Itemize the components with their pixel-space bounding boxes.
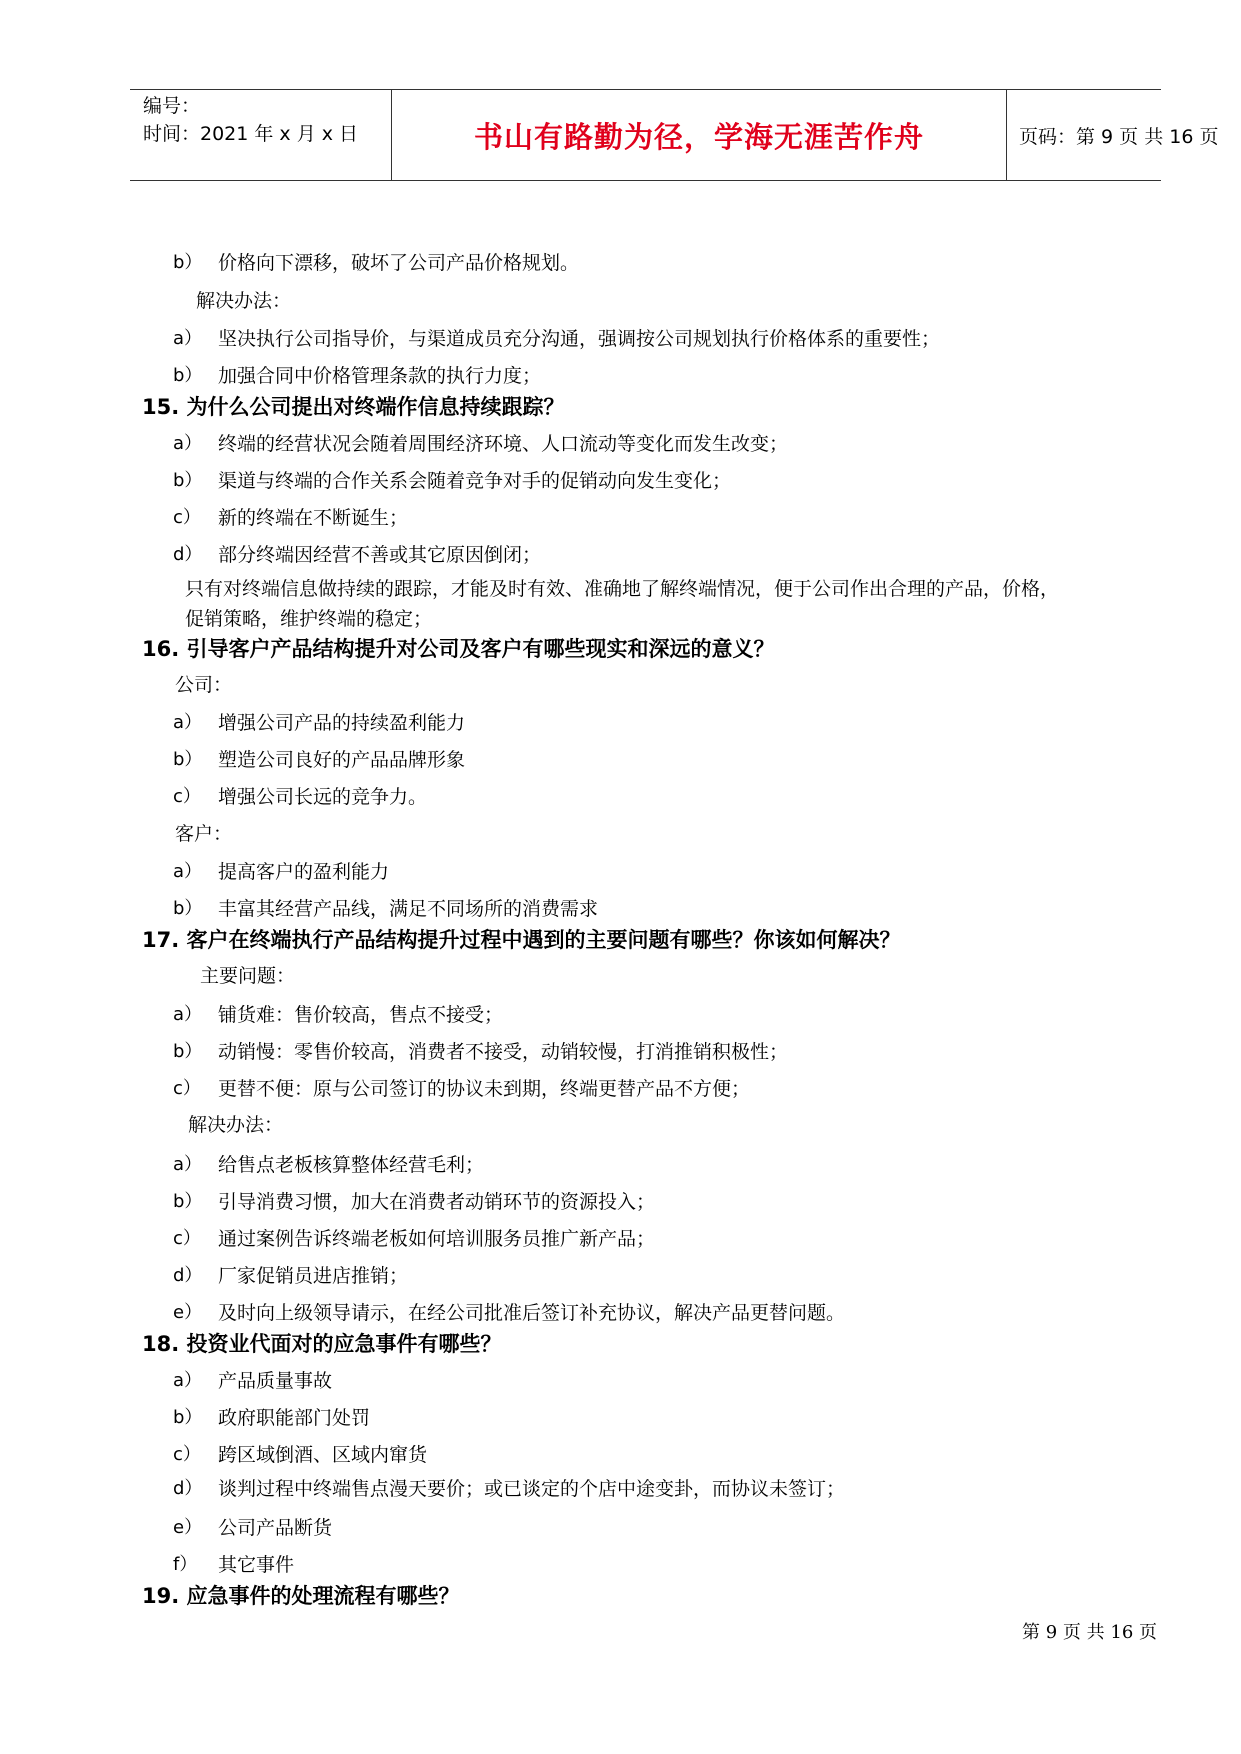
list-item-text: 产品质量事故	[218, 1370, 333, 1392]
section-heading: 16. 引导客户产品结构提升对公司及客户有哪些现实和深远的意义？	[142, 637, 775, 661]
header-left-cell	[130, 90, 392, 180]
list-item-text: 价格向下漂移，破坏了公司产品价格规划。	[218, 252, 580, 274]
list-item-text: 终端的经营状况会随着周围经济环境、人口流动等变化而发生改变；	[218, 433, 789, 455]
list-marker: e）	[173, 1517, 203, 1538]
list-marker: a）	[173, 861, 203, 882]
footer-page-number: 第 9 页 共 16 页	[1022, 1622, 1157, 1643]
list-marker: a）	[173, 1004, 203, 1025]
list-marker: b）	[173, 1041, 203, 1062]
list-marker: d）	[173, 1478, 203, 1499]
list-item-text: 塑造公司良好的产品品牌形象	[218, 749, 466, 771]
section-heading: 18. 投资业代面对的应急事件有哪些？	[142, 1332, 502, 1356]
list-item-text: 新的终端在不断诞生；	[218, 507, 409, 529]
paragraph-text: 公司：	[175, 674, 233, 696]
list-marker: c）	[173, 786, 201, 807]
list-marker: c）	[173, 1228, 201, 1249]
section-heading: 17. 客户在终端执行产品结构提升过程中遇到的主要问题有哪些？你该如何解决？	[142, 928, 901, 952]
header-page-info: 页码：第 9 页 共 16 页	[1019, 125, 1219, 148]
list-item-text: 渠道与终端的合作关系会随着竞争对手的促销动向发生变化；	[218, 470, 732, 492]
list-marker: a）	[173, 328, 203, 349]
list-marker: e）	[173, 1302, 203, 1323]
list-item-text: 丰富其经营产品线，满足不同场所的消费需求	[218, 898, 599, 920]
list-marker: a）	[173, 433, 203, 454]
paragraph-text: 主要问题：	[200, 965, 296, 987]
list-marker: c）	[173, 1078, 201, 1099]
list-marker: b）	[173, 470, 203, 491]
list-marker: b）	[173, 252, 203, 273]
section-heading: 15. 为什么公司提出对终端作信息持续跟踪？	[142, 395, 565, 419]
list-item-text: 给售点老板核算整体经营毛利；	[218, 1154, 485, 1176]
list-item-text: 厂家促销员进店推销；	[218, 1265, 409, 1287]
list-item-text: 通过案例告诉终端老板如何培训服务员推广新产品；	[218, 1228, 656, 1250]
section-heading: 19. 应急事件的处理流程有哪些？	[142, 1584, 460, 1608]
list-marker: b）	[173, 898, 203, 919]
list-item-text: 政府职能部门处罚	[218, 1407, 371, 1429]
list-marker: d）	[173, 1265, 203, 1286]
list-item-text: 动销慢：零售价较高，消费者不接受，动销较慢，打消推销积极性；	[218, 1041, 789, 1063]
list-marker: a）	[173, 712, 203, 733]
list-item-text: 引导消费习惯，加大在消费者动销环节的资源投入；	[218, 1191, 656, 1213]
paragraph-text: 只有对终端信息做持续的跟踪，才能及时有效、准确地了解终端情况，便于公司作出合理的产品，价格，	[185, 578, 1060, 600]
list-item-text: 更替不便：原与公司签订的协议未到期，终端更替产品不方便；	[218, 1078, 751, 1100]
list-marker: f）	[173, 1554, 198, 1575]
list-item-text: 增强公司长远的竞争力。	[218, 786, 428, 808]
list-marker: b）	[173, 749, 203, 770]
list-item-text: 谈判过程中终端售点漫天要价；或已谈定的个店中途变卦，而协议未签订；	[218, 1478, 846, 1500]
paragraph-text: 促销策略，维护终端的稳定；	[185, 608, 433, 630]
list-marker: b）	[173, 365, 203, 386]
serial-label: 编号：	[143, 95, 201, 117]
list-marker: c）	[173, 1444, 201, 1465]
paragraph-text: 解决办法：	[188, 1114, 284, 1136]
list-marker: a）	[173, 1154, 203, 1175]
list-item-text: 其它事件	[218, 1554, 295, 1576]
list-item-text: 提高客户的盈利能力	[218, 861, 390, 883]
list-item-text: 跨区域倒酒、区域内窜货	[218, 1444, 428, 1466]
list-marker: b）	[173, 1407, 203, 1428]
list-item-text: 及时向上级领导请示，在经公司批准后签订补充协议，解决产品更替问题。	[218, 1302, 846, 1324]
list-marker: d）	[173, 544, 203, 565]
list-item-text: 增强公司产品的持续盈利能力	[218, 712, 466, 734]
paragraph-text: 解决办法：	[196, 290, 292, 312]
list-item-text: 坚决执行公司指导价，与渠道成员充分沟通，强调按公司规划执行价格体系的重要性；	[218, 328, 941, 350]
paragraph-text: 客户：	[175, 823, 233, 845]
list-item-text: 铺货难：售价较高，售点不接受；	[218, 1004, 504, 1026]
list-item-text: 加强合同中价格管理条款的执行力度；	[218, 365, 542, 387]
list-marker: b）	[173, 1191, 203, 1212]
motto: 书山有路勤为径，学海无涯苦作舟	[392, 90, 1007, 180]
time-label: 时间：2021 年 x 月 x 日	[143, 123, 359, 145]
page-header	[130, 89, 1219, 181]
list-marker: c）	[173, 507, 201, 528]
list-item-text: 公司产品断货	[218, 1517, 333, 1539]
list-item-text: 部分终端因经营不善或其它原因倒闭；	[218, 544, 542, 566]
list-marker: a）	[173, 1370, 203, 1391]
